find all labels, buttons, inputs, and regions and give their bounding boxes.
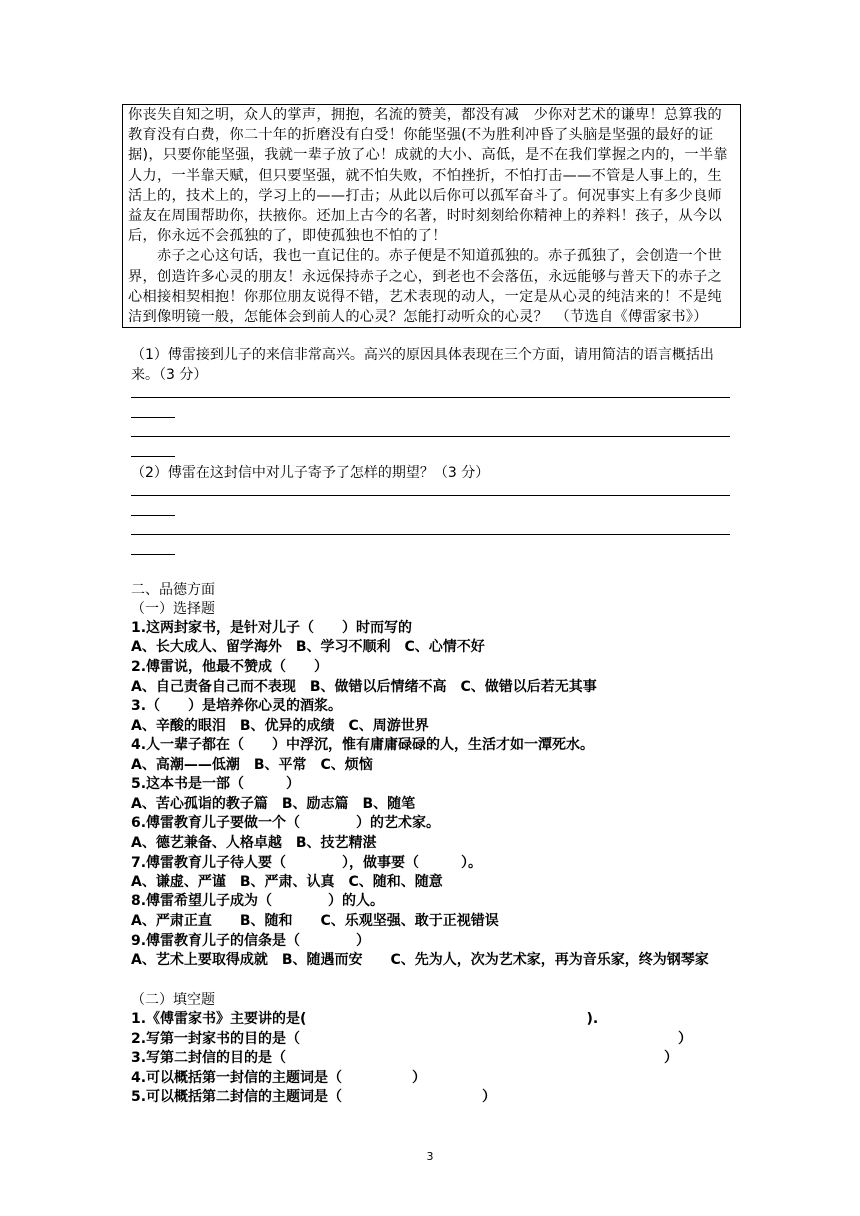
choice-options-6: A、德艺兼备、人格卓越 B、技艺精湛 [131,835,377,851]
section-title: 二、品德方面 [131,582,215,598]
choice-question-6: 6.傅雷教育儿子要做一个（ ）的艺术家。 [131,815,441,831]
answer-line-end[interactable] [131,417,175,418]
fill-question-2: 2.写第一封家书的目的是（ ） [131,1031,693,1047]
subsection-fill: （二）填空题 [131,992,215,1008]
subsection-choices: （一）选择题 [131,601,215,617]
choice-question-8: 8.傅雷希望儿子成为（ ）的人。 [131,893,385,909]
page-number: 3 [426,1150,434,1163]
fill-question-4: 4.可以概括第一封信的主题词是（ ） [131,1070,427,1086]
fill-question-5: 5.可以概括第二封信的主题词是（ ） [131,1089,497,1105]
reading-question-1: （1）傅雷接到儿子的来信非常高兴。高兴的原因具体表现在三个方面，请用简洁的语言概括出来。（3 分） [131,347,714,383]
fill-question-3: 3.写第二封信的目的是（ ） [131,1050,679,1066]
choice-question-2: 2.傅雷说，他最不赞成（ ） [131,659,329,675]
answer-line-end[interactable] [131,515,175,516]
passage-box [122,104,741,328]
answer-line[interactable] [131,436,730,437]
choice-options-7: A、谦虚、严谨 B、严肃、认真 C、随和、随意 [131,874,443,890]
choice-options-8: A、严肃正直 B、随和 C、乐观坚强、敢于正视错误 [131,913,499,929]
answer-line-end[interactable] [131,456,175,457]
answer-line[interactable] [131,495,730,496]
answer-line-end[interactable] [131,554,175,555]
choice-options-1: A、长大成人、留学海外 B、学习不顺利 C、心情不好 [131,639,485,655]
choice-options-9: A、艺术上要取得成就 B、随遇而安 C、先为人，次为艺术家，再为音乐家，终为钢琴家 [131,952,709,968]
fill-question-1: 1.《傅雷家书》主要讲的是( ). [131,1011,599,1027]
choice-question-7: 7.傅雷教育儿子待人要（ ），做事要（ ）。 [131,855,483,871]
choice-options-2: A、自己责备自己而不表现 B、做错以后情绪不高 C、做错以后若无其事 [131,679,597,695]
choice-question-4: 4.人一辈子都在（ ）中浮沉，惟有庸庸碌碌的人，生活才如一潭死水。 [131,737,595,753]
choice-question-1: 1.这两封家书，是针对儿子（ ）时而写的 [131,620,413,636]
choice-question-3: 3.（ ）是培养你心灵的酒浆。 [131,698,343,714]
choice-question-9: 9.傅雷教育儿子的信条是（ ） [131,933,371,949]
passage-paragraph-1: 你丧失自知之明，众人的掌声，拥抱，名流的赞美，都没有减 少你对艺术的谦卑！总算我的教育没有白费，你二十年的折磨没有白受！你能坚强(不为胜利冲昏了头脑是坚强的最好的证据)，只要你能坚强，我就一辈子放了心！成就的大小、高低，是不在我们掌握之内的，一半靠人力，一半靠天赋，但只要坚强，就不怕失败，不怕挫折，不怕打击——不管是人事上的，生活上的，技术上的，学习上的——打击；从此以后你可以孤军奋斗了。何况事实上有多少良师益友在周围帮助你，扶掖你。还加上古今的名著，时时刻刻给你精神上的养料！孩子，从今以后，你永远不会孤独的了，即使孤独也不怕的了！ [128,107,728,245]
choice-question-5: 5.这本书是一部（ ） [131,776,301,792]
answer-line[interactable] [131,534,730,535]
choice-options-3: A、辛酸的眼泪 B、优异的成绩 C、周游世界 [131,718,429,734]
choice-options-5: A、苦心孤诣的教子篇 B、励志篇 B、随笔 [131,796,416,812]
reading-question-2: （2）傅雷在这封信中对儿子寄予了怎样的期望？（3 分） [131,465,490,481]
answer-line[interactable] [131,397,730,398]
passage-paragraph-2: 赤子之心这句话，我也一直记住的。赤子便是不知道孤独的。赤子孤独了，会创造一个世界，创造许多心灵的朋友！永远保持赤子之心，到老也不会落伍，永远能够与普天下的赤子之心相接相契相抱！你那位朋友说得不错，艺术表现的动人，一定是从心灵的纯洁来的！不是纯洁到像明镜一般，怎能体会到前人的心灵？怎能打动听众的心灵？ （节选自《傅雷家书》） [128,248,723,326]
choice-options-4: A、高潮——低潮 B、平常 C、烦恼 [131,757,373,773]
